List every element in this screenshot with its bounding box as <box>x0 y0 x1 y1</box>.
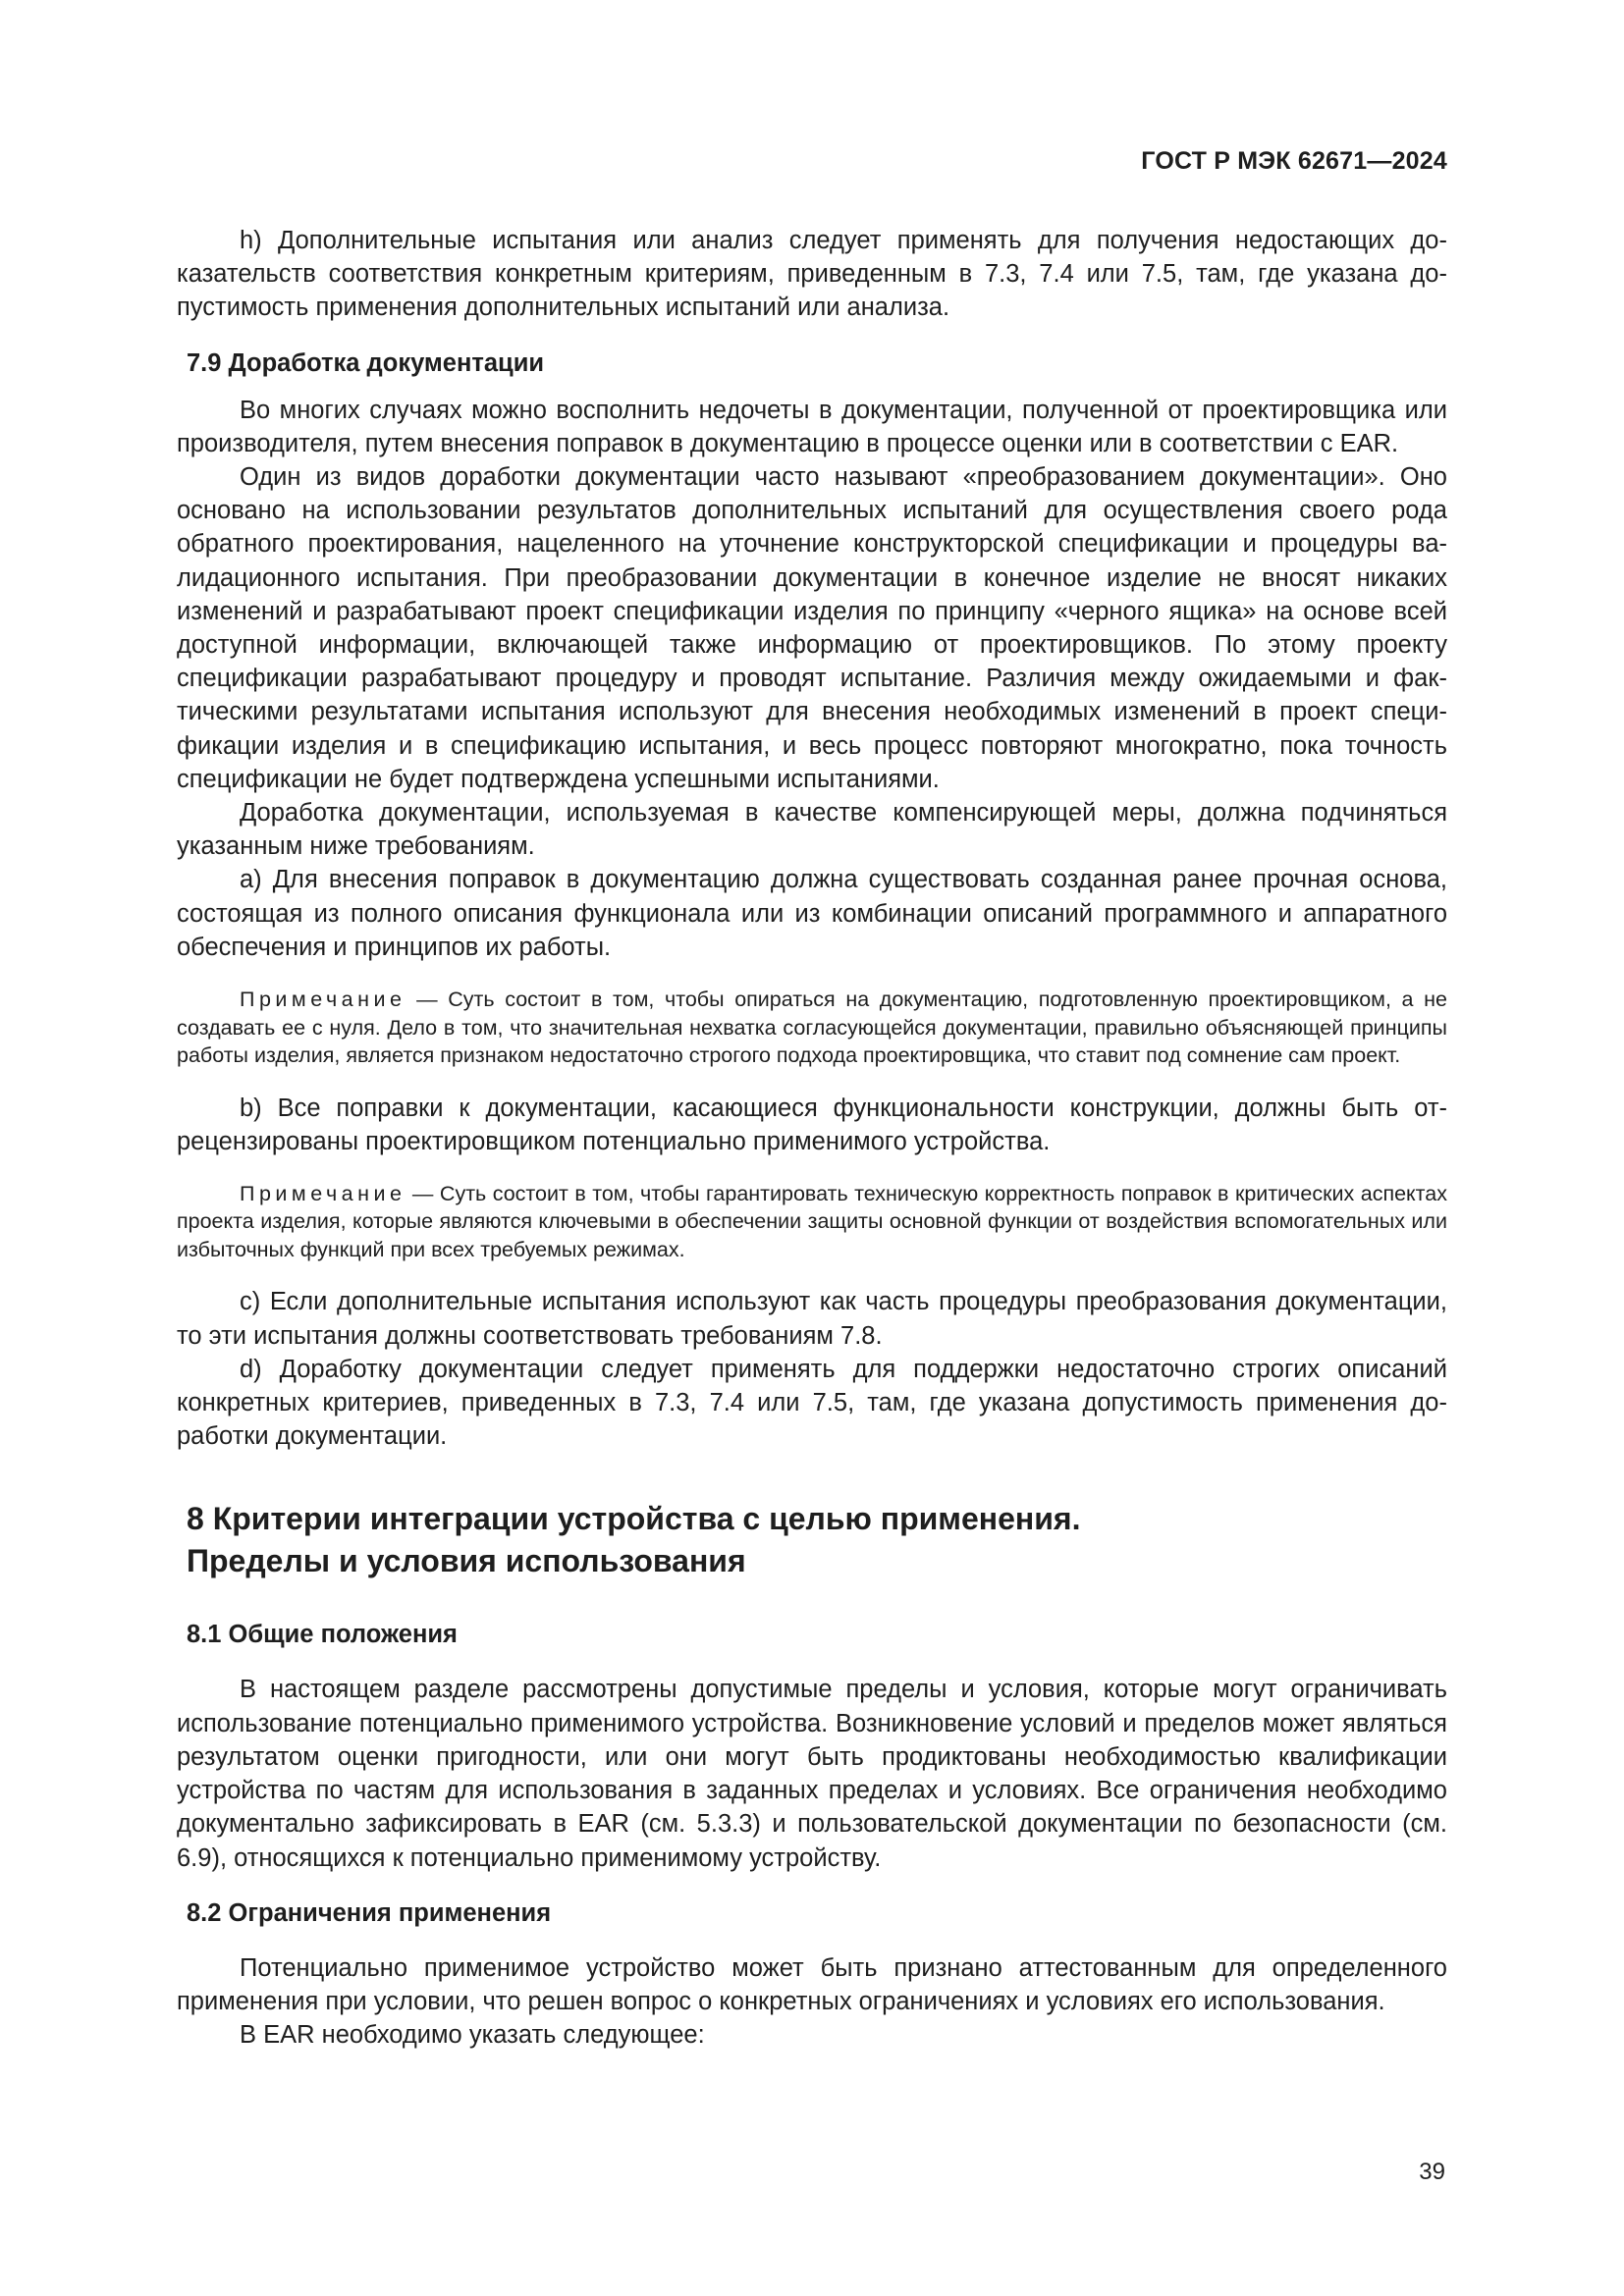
section-7-9-title: 7.9 Доработка документации <box>187 348 545 377</box>
section-7-9-item-c: c) Если дополнительные испытания используют как часть процедуры преобразования документации, то эти испытания должны соответствовать требованиям 7.8. <box>177 1288 1447 1350</box>
section-8-2-title: 8.2 Ограничения применения <box>187 1898 552 1927</box>
section-7-9-paragraph-3: Доработка документации, используемая в качестве компенсирующей меры, должна подчиняться указанным ниже требованиям. <box>177 799 1447 861</box>
section-8-1-paragraph-1: В настоящем разделе рассмотрены допустимые пределы и условия, которые могут ограничивать использование потенциально применимого устройства. Возникновение условий и пределов может являться результатом оценки пригодности, или они могут быть продиктованы необходимостью квалификации устройства по частям для использования в заданных пределах и условиях. Все ограничения необходимо документально зафиксировать в EAR (см. 5.3.3) и пользовательской документации по безопасности (см. 6.9), относящихся к потенциально применимому устройству. <box>177 1676 1447 1872</box>
section-8-2-paragraph-2: В EAR необходимо указать следующее: <box>240 2021 705 2050</box>
section-7-9-paragraph-1: Во многих случаях можно восполнить недочеты в документации, полученной от проектировщика или производителя, путем внесения поправок в документацию в процессе оценки или в соответствии с EAR. <box>177 396 1447 457</box>
note-1 <box>177 986 1447 1070</box>
note-1-label: Примечание <box>240 988 406 1012</box>
section-7-9-item-b: b) Все поправки к документации, касающиеся функциональности конструкции, должны быть отрецензированы проектировщиком потенциально применимого устройства. <box>177 1094 1447 1155</box>
note-1-text: — Суть состоит в том, чтобы опираться на документацию, подготовленную проектировщиком, а не создавать ее с нуля. Дело в том, что значительная нехватка согласующейся документации, правильно объясняющей принципы работы изделия, является признаком недостаточно строгого подхода проектировщика, что ставит под сомнение сам проект. <box>177 988 1447 1068</box>
section-8-title-line-1: 8 Критерии интеграции устройства с целью применения. <box>187 1501 1081 1537</box>
section-8-title-line-2: Пределы и условия использования <box>187 1543 746 1579</box>
paragraph-h: h) Дополнительные испытания или анализ следует применять для получения недостающих доказательств соответствия конкретным критериям, приведенным в 7.3, 7.4 или 7.5, там, где указана допустимость применения дополнительных испытаний или анализа. <box>177 227 1447 322</box>
section-7-9-item-a: a) Для внесения поправок в документацию должна существовать созданная ранее прочная основа, состоящая из полного описания функционала или из комбинации описаний программного и аппаратного обеспечения и принципов их работы. <box>177 866 1447 961</box>
section-8-2-paragraph-1: Потенциально применимое устройство может быть признано аттестованным для определенного применения при условии, что решен вопрос о конкретных ограничениях и условиях его использования. <box>177 1953 1447 2015</box>
standard-header: ГОСТ Р МЭК 62671—2024 <box>1141 147 1447 175</box>
section-8-title <box>177 1498 1447 1582</box>
section-7-9-item-d: d) Доработку документации следует применять для поддержки недостаточно строгих описаний конкретных критериев, приведенных в 7.3, 7.4 или 7.5, там, где указана допустимость применения доработки документации. <box>177 1355 1447 1451</box>
section-8-1-title: 8.1 Общие положения <box>187 1621 458 1649</box>
note-2 <box>177 1180 1447 1264</box>
note-2-label: Примечание <box>240 1181 406 1205</box>
page-content <box>177 224 1447 2052</box>
page-number: 39 <box>1419 2159 1445 2185</box>
note-2-text: — Суть состоит в том, чтобы гарантировать техническую корректность поправок в критических аспектах проекта изделия, которые являются ключевыми в обеспечении защиты основной функции от воздействия вспомогательных или избыточных функций при всех требуемых режимах. <box>177 1181 1447 1261</box>
section-7-9-paragraph-2: Один из видов доработки документации часто называют «преобразованием документации». Оно основано на использовании результатов дополнительных испытаний для осуществления своего рода обратного проектирования, нацеленного на уточнение конструкторской спецификации и процедуры валидационного испытания. При преобразовании документации в конечное изделие не вносят никаких изменений и разрабатывают проект спецификации изделия по принципу «черного ящика» на основе всей доступной информации, включающей также информацию от проектировщиков. По этому проекту спецификации разрабатывают процедуру и проводят испытание. Различия между ожидаемыми и фактическими результатами испытания используют для внесения необходимых изменений в проект спецификации изделия и в спецификацию испытания, и весь процесс повторяют многократно, пока точность спецификации не будет подтверждена успешными испытаниями. <box>177 463 1447 793</box>
